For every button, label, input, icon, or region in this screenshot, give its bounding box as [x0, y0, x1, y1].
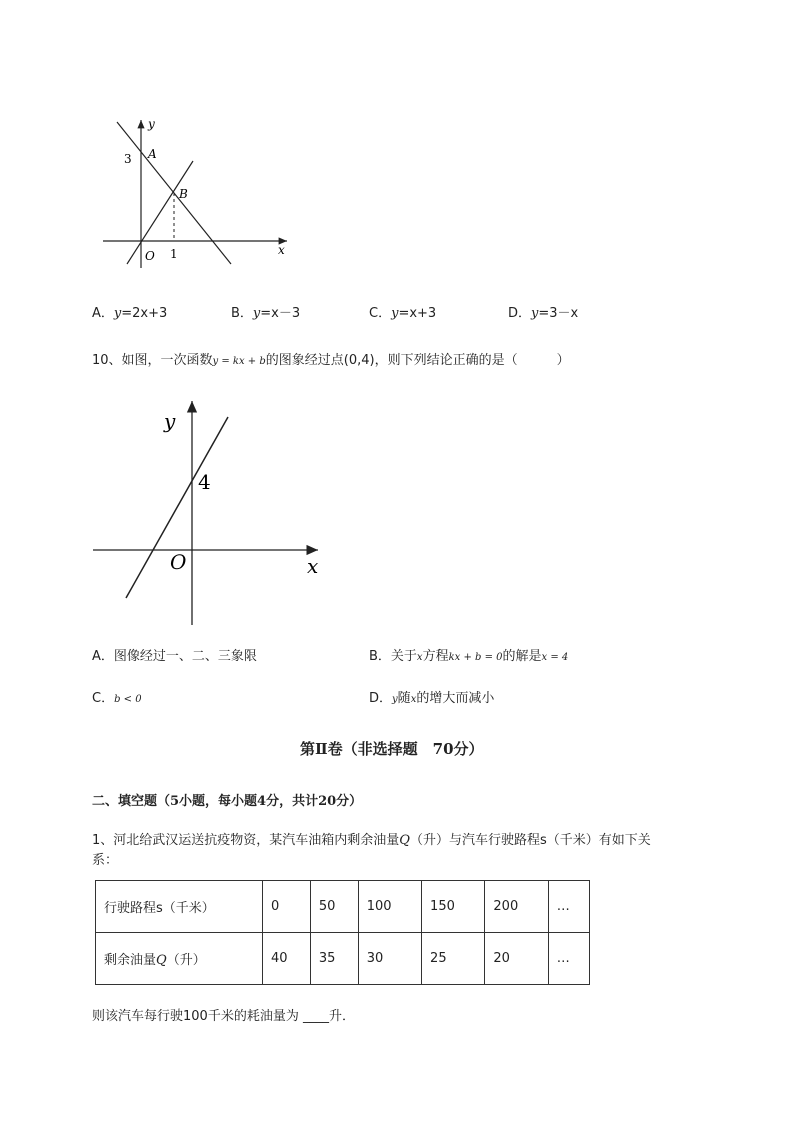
q9-y-label: y — [148, 117, 155, 131]
q10-option-d[interactable]: D．y随x的增大而减小 — [369, 691, 495, 706]
q10-option-a[interactable]: A．图像经过一、二、三象限 — [92, 649, 257, 664]
table-cell: 100 — [358, 881, 421, 933]
table-cell: 20 — [485, 933, 548, 985]
f1-answer-line[interactable]: 则该汽车每行驶100千米的耗油量为 ____升． — [92, 1009, 355, 1024]
q9-point-a: A — [148, 147, 157, 161]
q9-point-b: B — [179, 187, 188, 201]
table-cell: … — [548, 881, 589, 933]
q9-graph — [95, 108, 300, 270]
q10-y-tick: 4 — [198, 470, 211, 494]
q9-option-a[interactable]: A．y=2x+3 — [92, 306, 168, 321]
q10-y-label: y — [164, 409, 176, 433]
q9-x-label: x — [278, 243, 285, 257]
q10-option-b[interactable]: B．关于x方程kx + b = 0的解是x = 4 — [369, 649, 569, 664]
q9-option-b[interactable]: B．y=x－3 — [231, 306, 301, 321]
table-row-header: 剩余油量Q（升） — [96, 933, 263, 985]
q9-option-d[interactable]: D．y=3－x — [508, 306, 579, 321]
q10-origin: O — [170, 550, 187, 574]
table-cell: 30 — [358, 933, 421, 985]
table-cell: … — [548, 933, 589, 985]
table-row — [96, 881, 590, 933]
table-cell: 40 — [263, 933, 311, 985]
table-cell: 50 — [310, 881, 358, 933]
table-cell: 25 — [422, 933, 485, 985]
q10-x-label: x — [307, 554, 319, 578]
q9-x-tick: 1 — [170, 247, 178, 261]
table-cell: 35 — [310, 933, 358, 985]
f1-stem-line1: 1、河北给武汉运送抗疫物资，某汽车油箱内剩余油量Q（升）与汽车行驶路程s（千米）有如下关 — [92, 833, 651, 848]
q10-option-c[interactable]: C．b < 0 — [92, 691, 142, 706]
f1-data-table — [95, 880, 590, 985]
q10-stem: 10、如图，一次函数y = kx + b的图象经过点(0,4)，则下列结论正确的是（ ） — [92, 353, 570, 368]
q10-graph — [88, 395, 328, 630]
table-cell: 0 — [263, 881, 311, 933]
table-row — [96, 933, 590, 985]
table-row-header: 行驶路程s（千米） — [96, 881, 263, 933]
q9-option-c[interactable]: C．y=x+3 — [369, 306, 437, 321]
q9-origin: O — [145, 249, 155, 263]
q9-y-tick: 3 — [124, 152, 132, 166]
table-cell: 200 — [485, 881, 548, 933]
f1-stem-line2: 系： — [92, 853, 119, 868]
table-cell: 150 — [422, 881, 485, 933]
fill-blank-section-title: 二、填空题（5小题，每小题4分，共计20分） — [92, 794, 363, 809]
part2-title: 第Ⅱ卷（非选择题 70分） — [300, 740, 484, 758]
